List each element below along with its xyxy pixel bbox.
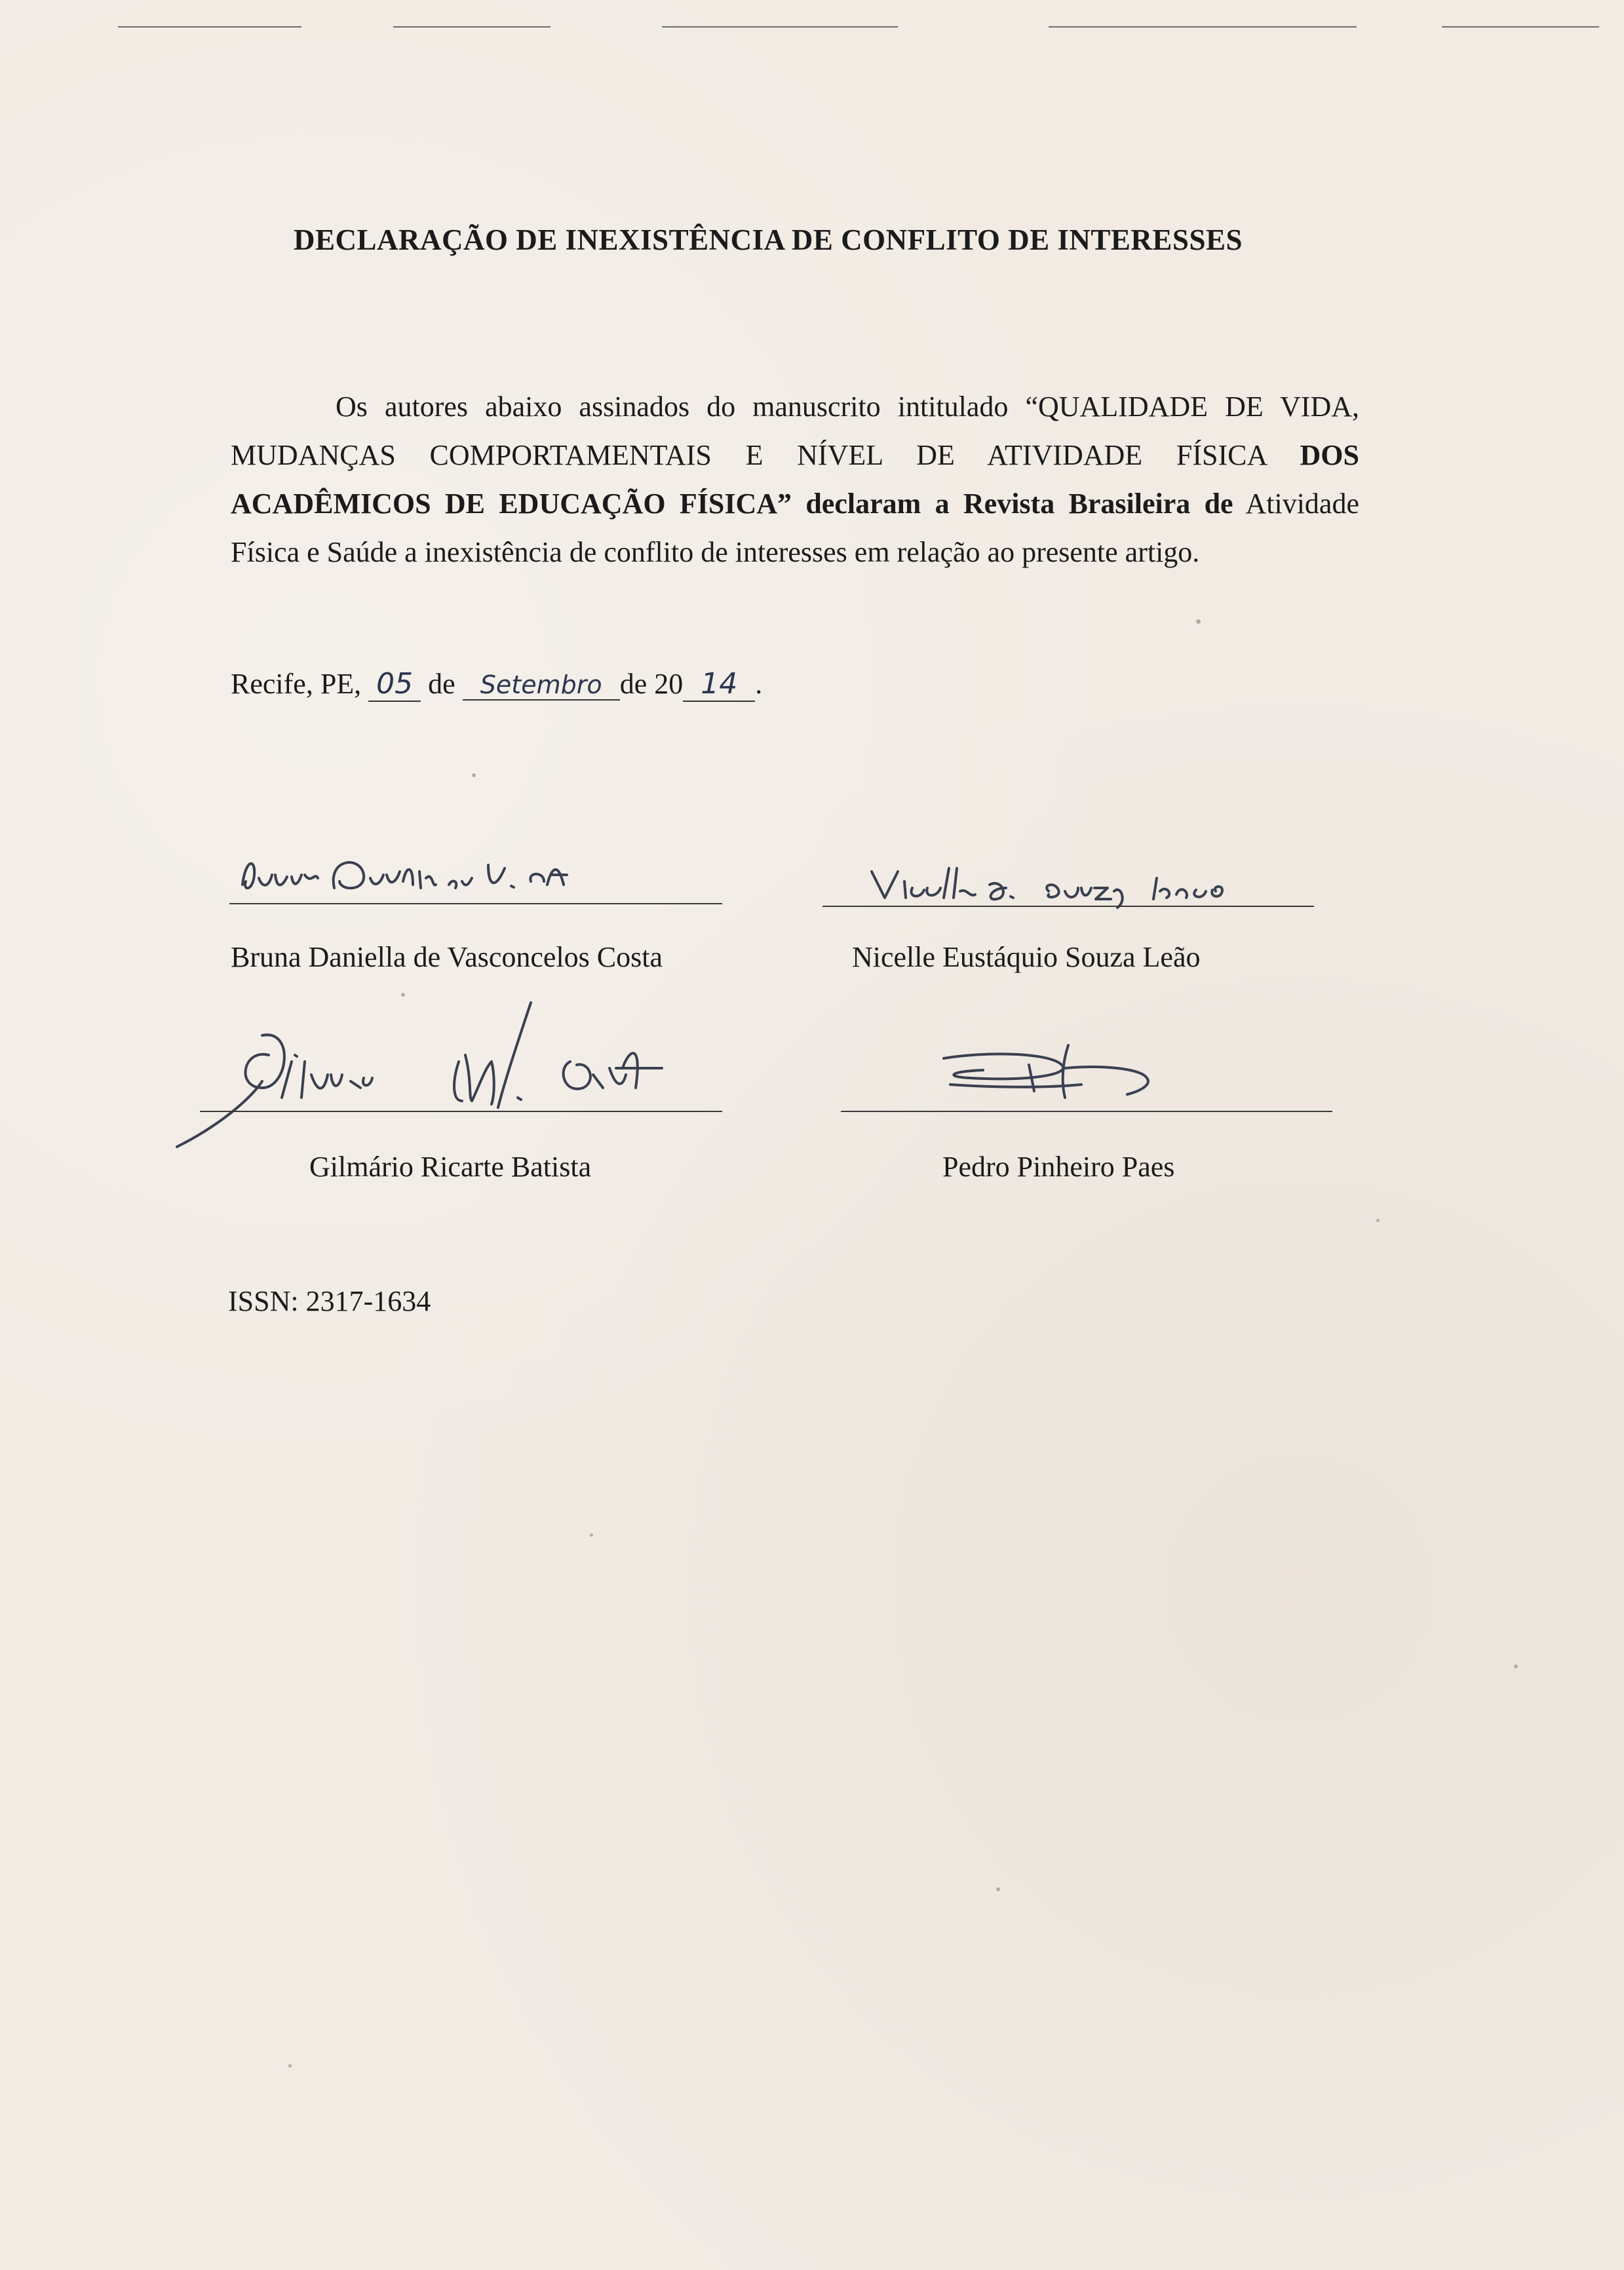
signature-gilmario (164, 990, 754, 1160)
signatory-name-nicelle: Nicelle Eustáquio Souza Leão (852, 941, 1201, 973)
signature-line-gilmario (200, 1111, 722, 1112)
top-rule-3 (662, 26, 898, 28)
signature-bruna (236, 845, 577, 904)
signature-line-bruna (229, 903, 722, 904)
paper-speck (401, 993, 405, 997)
signature-pedro (931, 1032, 1232, 1111)
paragraph-text-2: Atividade Física e Saúde a inexistência de conflito de interesses em relação ao presente artigo. (231, 488, 1359, 568)
signature-line-nicelle (822, 906, 1314, 907)
top-rule-1 (118, 26, 301, 28)
paper-speck (1514, 1664, 1518, 1668)
paper-speck (1376, 1219, 1380, 1222)
paper-speck (590, 1533, 593, 1537)
paper-speck (996, 1887, 1000, 1891)
paper-speck (288, 2064, 292, 2068)
document-title: DECLARAÇÃO DE INEXISTÊNCIA DE CONFLITO DE INTERESSES (294, 223, 1243, 256)
signatory-name-pedro: Pedro Pinheiro Paes (942, 1151, 1175, 1183)
paragraph-text-bold: DOS ACADÊMICOS DE EDUCAÇÃO FÍSICA” declaram a Revista Brasileira de (231, 439, 1359, 520)
issn-number: ISSN: 2317-1634 (228, 1285, 431, 1317)
date-line (231, 667, 762, 702)
date-of-2: de 20 (619, 668, 684, 700)
date-end: . (755, 668, 763, 700)
paper-speck (472, 773, 476, 777)
signature-nicelle (859, 858, 1278, 911)
signatory-name-bruna: Bruna Daniella de Vasconcelos Costa (231, 941, 663, 973)
declaration-paragraph (231, 383, 1359, 577)
date-day: 05 (368, 667, 421, 702)
signatory-name-gilmario: Gilmário Ricarte Batista (309, 1151, 592, 1183)
paragraph-text-1: Os autores abaixo assinados do manuscrito intitulado “QUALIDADE DE VIDA, MUDANÇAS COMPORTAMENTAIS E NÍVEL DE ATIVIDADE FÍSICA (231, 391, 1359, 471)
top-rule-2 (393, 26, 551, 28)
top-rule-5 (1442, 26, 1599, 28)
top-rule-4 (1049, 26, 1357, 28)
date-month: Setembro (463, 670, 620, 701)
date-prefix: Recife, PE, (231, 668, 362, 700)
signature-line-pedro (841, 1111, 1332, 1112)
date-year-suffix: 14 (683, 667, 755, 702)
date-of-1: de (428, 668, 455, 700)
paper-speck (1196, 619, 1201, 624)
